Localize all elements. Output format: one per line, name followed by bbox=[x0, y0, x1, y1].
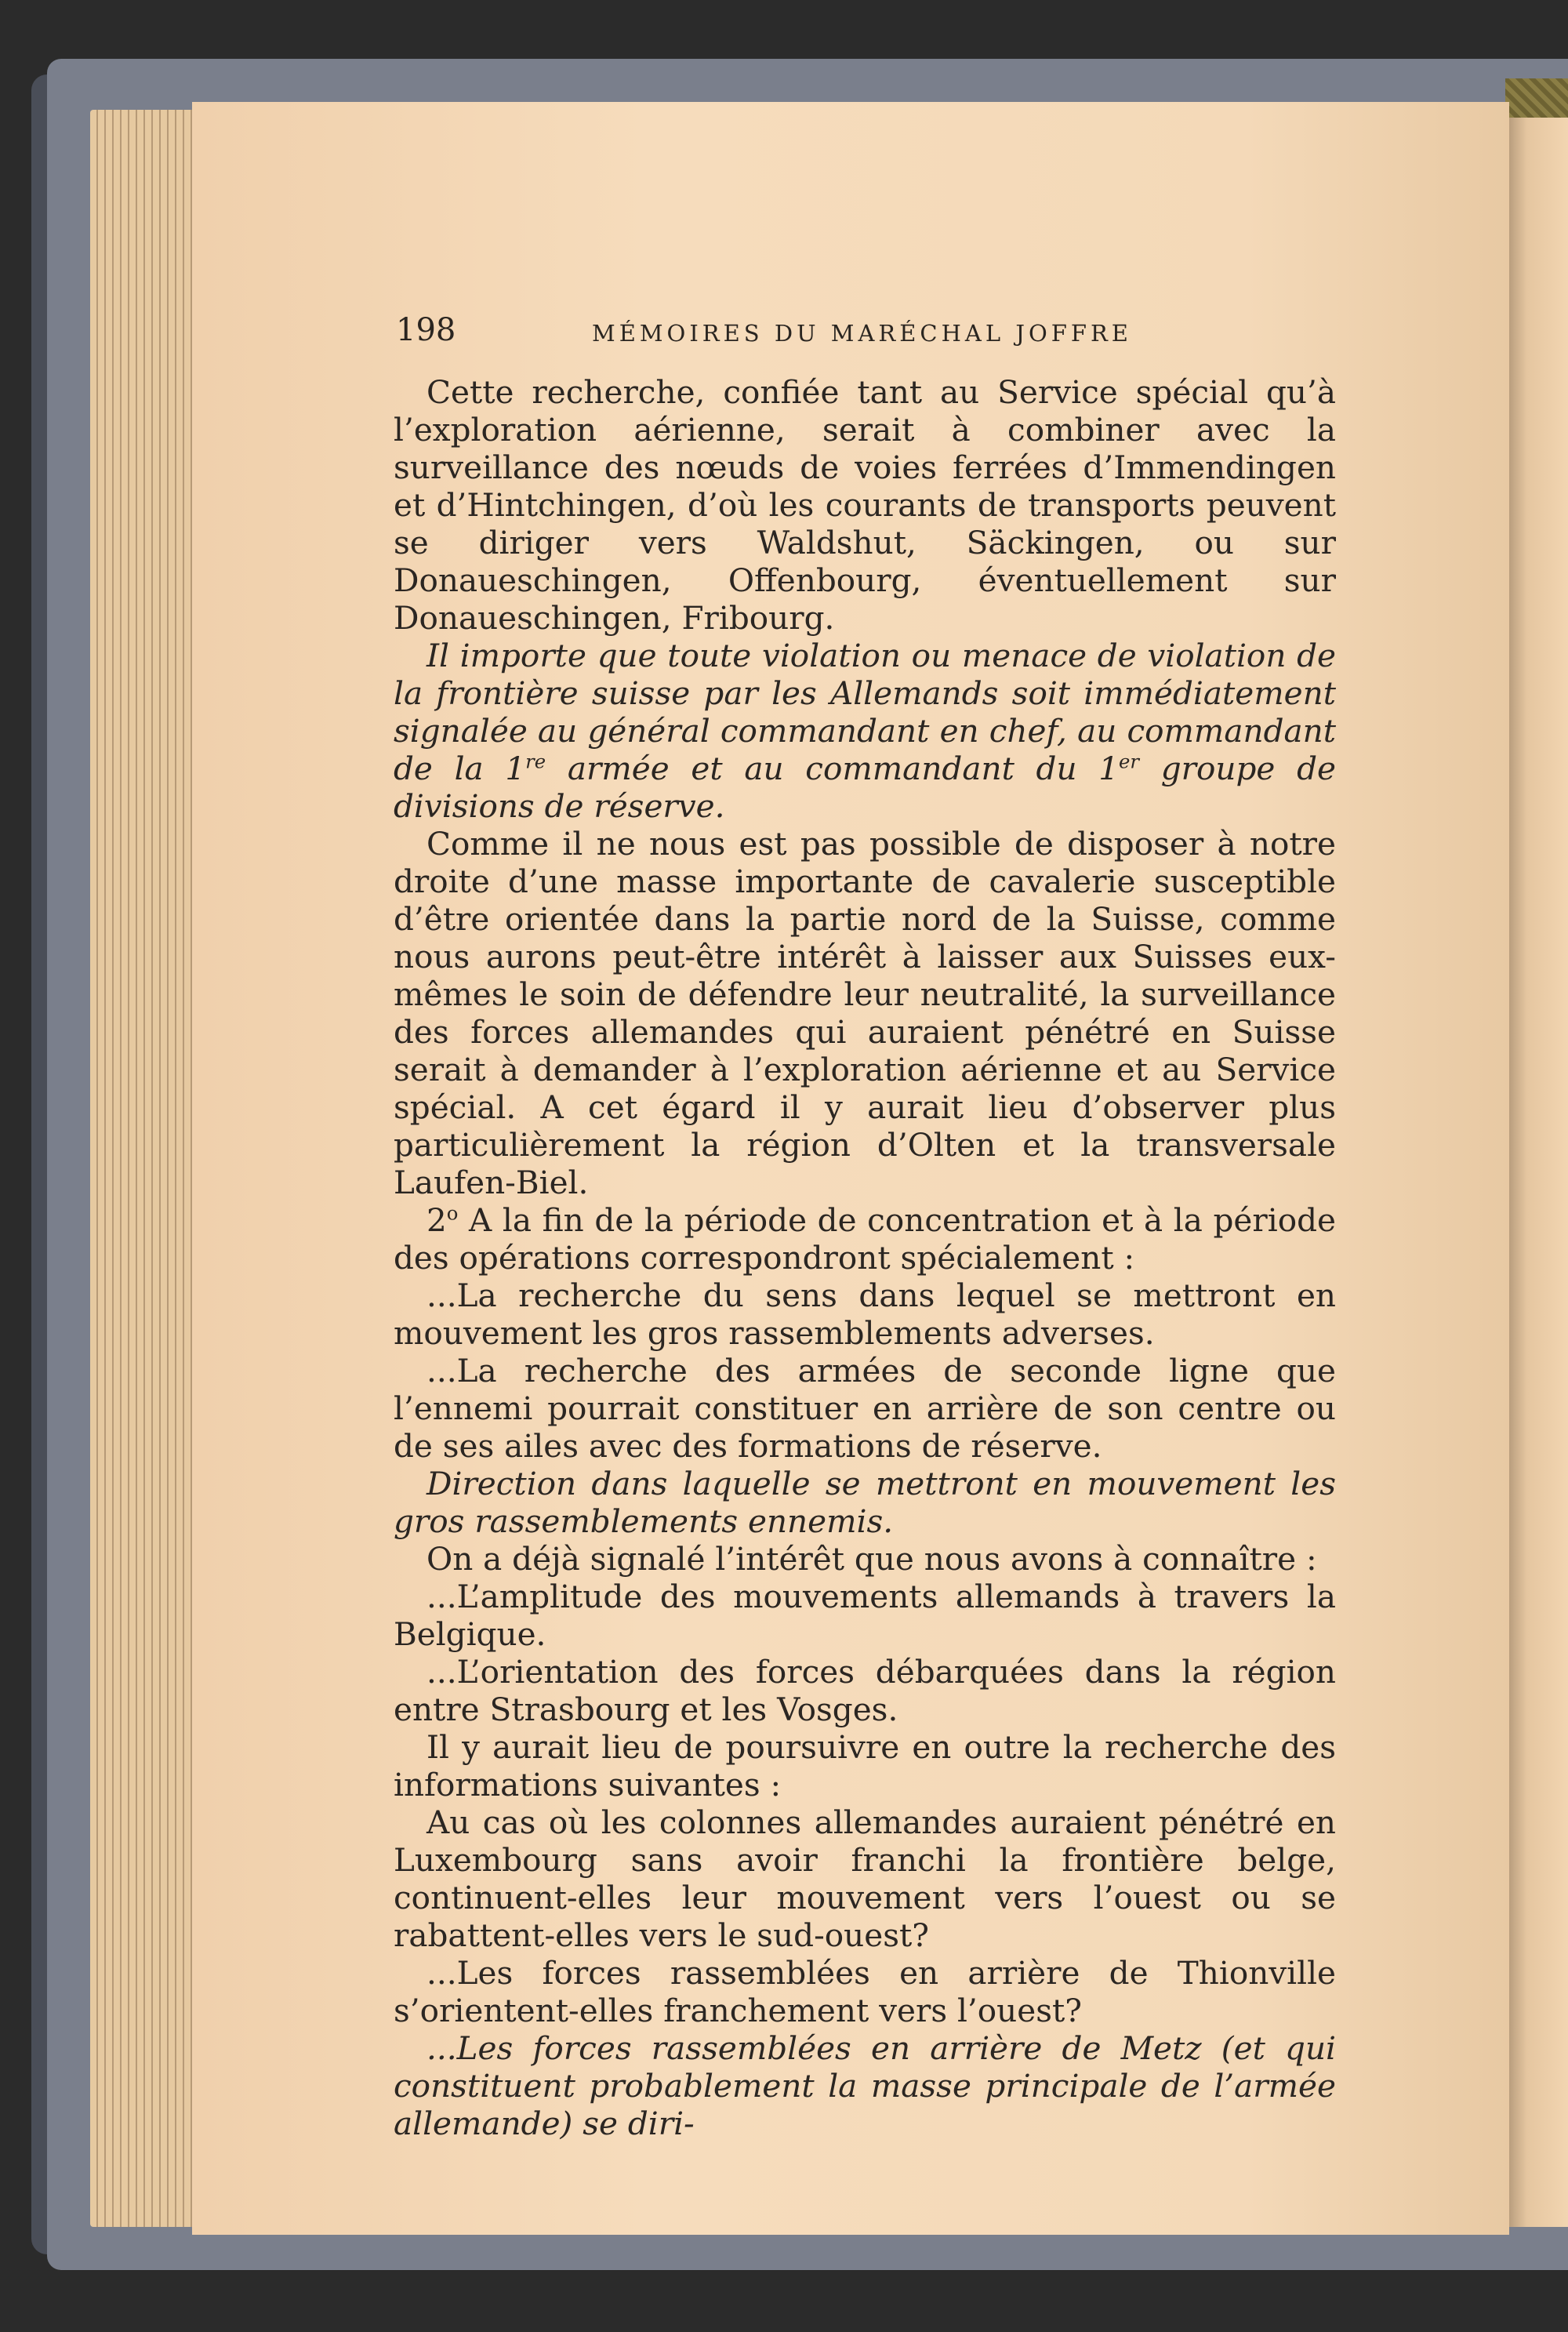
paragraph: ...La recherche du sens dans lequel se mettront en mouvement les gros rassemblements adverses. bbox=[394, 1277, 1336, 1352]
text-run: armée et au commandant du 1 bbox=[546, 750, 1120, 787]
text-run: Il importe que toute violation ou menace de violation de la frontière suisse par les Allemands soit immédiatement signalée au général commandant en chef, au commandant de la 1 bbox=[394, 637, 1336, 787]
paragraph-italic-heading: Direction dans laquelle se mettront en mouvement les gros rassemblements ennemis. bbox=[394, 1465, 1336, 1540]
superscript: er bbox=[1119, 750, 1140, 773]
superscript: re bbox=[525, 750, 546, 773]
paragraph: ...Les forces rassemblées en arrière de Thionville s’orientent-elles franchement vers l’ouest? bbox=[394, 1954, 1336, 2029]
paragraph bbox=[394, 637, 1336, 825]
paragraph: ...La recherche des armées de seconde ligne que l’ennemi pourrait constituer en arrière de son centre ou de ses ailes avec des formations de réserve. bbox=[394, 1352, 1336, 1465]
paragraph: Comme il ne nous est pas possible de disposer à notre droite d’une masse importante de cavalerie susceptible d’être orientée dans la partie nord de la Suisse, comme nous aurons peut-être intérêt à laisser aux Suisses eux-mêmes le soin de défendre leur neutralité, la surveillance des forces allemandes qui auraient pénétré en Suisse serait à demander à l’exploration aérienne et au Service spécial. A cet égard il y aurait lieu d’observer plus particulièrement la région d’Olten et la transversale Laufen-Biel. bbox=[394, 825, 1336, 1201]
superscript: o bbox=[446, 1201, 459, 1225]
running-title: MÉMOIRES DU MARÉCHAL JOFFRE bbox=[592, 320, 1132, 347]
paragraph: Il y aurait lieu de poursuivre en outre la recherche des informations suivantes : bbox=[394, 1728, 1336, 1803]
page-number: 198 bbox=[396, 312, 456, 348]
page-edges bbox=[90, 110, 200, 2227]
body-text bbox=[394, 373, 1336, 2142]
paragraph: Au cas où les colonnes allemandes auraient pénétré en Luxembourg sans avoir franchi la frontière belge, continuent-elles leur mouvement vers l’ouest ou se rabattent-elles vers le sud-ouest? bbox=[394, 1803, 1336, 1954]
paragraph: ...Les forces rassemblées en arrière de Metz (et qui constituent probablement la masse principale de l’armée allemande) se diri- bbox=[394, 2029, 1336, 2142]
paragraph: ...L’amplitude des mouvements allemands à travers la Belgique. bbox=[394, 1578, 1336, 1653]
paragraph: Cette recherche, confiée tant au Service spécial qu’à l’exploration aérienne, serait à combiner avec la surveillance des nœuds de voies ferrées d’Immendingen et d’Hintchingen, d’où les courants de transports peuvent se diriger vers Waldshut, Säckingen, ou sur Donaueschingen, Offenbourg, éventuellement sur Donaueschingen, Fribourg. bbox=[394, 373, 1336, 637]
page-header bbox=[396, 312, 1337, 359]
facing-page-edge bbox=[1509, 118, 1568, 2227]
paragraph bbox=[394, 1201, 1336, 1277]
section-number: 2 bbox=[426, 1201, 447, 1239]
paragraph: On a déjà signalé l’intérêt que nous avons à connaître : bbox=[426, 1540, 1317, 1578]
text-run: A la fin de la période de concentration et à la période des opérations correspondront spécialement : bbox=[394, 1201, 1336, 1277]
text-run: groupe de divisions de réserve. bbox=[394, 750, 1336, 825]
paragraph: ...L’orientation des forces débarquées dans la région entre Strasbourg et les Vosges. bbox=[394, 1653, 1336, 1728]
